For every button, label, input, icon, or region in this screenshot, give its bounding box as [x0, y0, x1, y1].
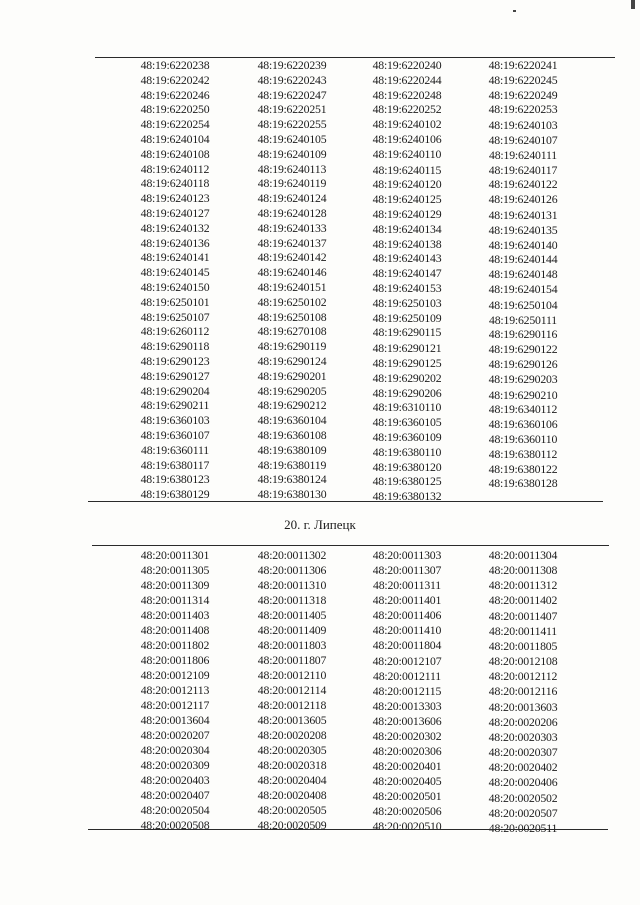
cadastral-number: 48:19:6240103	[488, 118, 558, 133]
table-row	[0, 698, 640, 713]
table-row	[0, 773, 640, 788]
cadastral-number: 48:20:0020208	[257, 728, 327, 742]
table-row	[0, 324, 640, 342]
cadastral-number: 48:19:6250103	[372, 295, 442, 310]
cadastral-number: 48:19:6240115	[372, 162, 442, 177]
table-bottom-rule	[88, 501, 603, 502]
cadastral-number: 48:20:0020403	[140, 773, 210, 787]
cadastral-number: 48:19:6240112	[140, 161, 210, 176]
cadastral-number: 48:19:6240140	[488, 237, 558, 252]
cadastral-number: 48:19:6240120	[372, 177, 442, 192]
cadastral-number: 48:20:0011314	[140, 593, 210, 607]
cadastral-number: 48:19:6250104	[488, 297, 558, 312]
cadastral-number: 48:19:6250108	[257, 309, 327, 324]
cadastral-number: 48:19:6290204	[140, 383, 210, 398]
cadastral-number: 48:19:6380120	[372, 459, 442, 474]
table-row	[0, 803, 640, 818]
cadastral-number: 48:19:6240143	[372, 251, 442, 266]
table-row	[0, 623, 640, 638]
table-row	[0, 638, 640, 653]
cadastral-number: 48:20:0020505	[257, 803, 327, 817]
cadastral-number: 48:20:0013605	[257, 713, 327, 727]
cadastral-number: 48:19:6220254	[140, 117, 210, 132]
cadastral-number: 48:20:0011803	[257, 638, 327, 652]
cadastral-number: 48:20:0011407	[488, 609, 558, 623]
cadastral-number: 48:20:0020302	[372, 729, 442, 743]
cadastral-number: 48:19:6380124	[257, 472, 327, 487]
cadastral-number: 48:20:0011304	[488, 548, 558, 562]
table-row	[0, 398, 640, 417]
cadastral-number: 48:19:6220253	[488, 102, 558, 117]
cadastral-number: 48:20:0011405	[257, 608, 327, 622]
cadastral-number: 48:20:0020509	[257, 818, 327, 832]
cadastral-number: 48:19:6240102	[372, 117, 442, 132]
cadastral-number: 48:19:6220250	[140, 102, 210, 117]
cadastral-number: 48:19:6360103	[140, 413, 210, 428]
cadastral-number: 48:20:0011309	[140, 578, 210, 592]
cadastral-number: 48:19:6360104	[257, 413, 327, 428]
cadastral-number: 48:19:6240154	[488, 282, 558, 296]
cadastral-number: 48:19:6240136	[140, 235, 210, 250]
cadastral-number: 48:20:0013303	[372, 699, 442, 713]
cadastral-number: 48:19:6240106	[372, 132, 442, 146]
cadastral-number: 48:19:6240142	[257, 250, 327, 265]
cadastral-number: 48:19:6380110	[372, 444, 442, 459]
table-row	[0, 713, 640, 728]
cadastral-number: 48:20:0011305	[140, 563, 210, 577]
cadastral-number: 48:19:6240113	[257, 161, 327, 176]
cadastral-number: 48:19:6290123	[140, 354, 210, 368]
cadastral-number: 48:19:6220248	[372, 87, 442, 102]
cadastral-number: 48:19:6240119	[257, 176, 327, 191]
cadastral-number: 48:20:0020508	[140, 818, 210, 832]
table-row	[0, 206, 640, 221]
cadastral-number: 48:19:6360106	[488, 417, 558, 432]
table-row	[0, 413, 640, 432]
cadastral-number: 48:19:6220242	[140, 72, 210, 87]
table-row	[0, 487, 640, 502]
cadastral-number: 48:20:0011318	[257, 593, 327, 607]
table-row	[0, 73, 640, 88]
cadastral-number: 48:19:6240104	[140, 132, 210, 146]
cadastral-number: 48:19:6290127	[140, 368, 210, 383]
cadastral-number: 48:19:6240127	[140, 206, 210, 220]
table-row	[0, 280, 640, 295]
cadastral-number: 48:19:6220241	[488, 58, 558, 72]
cadastral-number: 48:20:0013604	[140, 713, 210, 727]
cadastral-number: 48:19:6240144	[488, 252, 558, 267]
table-row	[0, 608, 640, 623]
cadastral-number: 48:19:6380132	[372, 489, 442, 504]
cadastral-number: 48:19:6240111	[489, 147, 557, 162]
cadastral-number: 48:19:6360111	[141, 442, 209, 457]
cadastral-number: 48:20:0020511	[488, 821, 558, 835]
cadastral-number: 48:20:0020309	[140, 758, 210, 772]
cadastral-number: 48:19:6380109	[257, 442, 327, 457]
cadastral-number: 48:20:0020502	[488, 791, 558, 805]
cadastral-number: 48:20:0020507	[488, 806, 558, 820]
cadastral-number: 48:19:6240132	[140, 220, 210, 235]
table-row	[0, 339, 640, 357]
cadastral-number: 48:19:6240145	[140, 265, 210, 280]
cadastral-number: 48:19:6240146	[257, 265, 327, 280]
cadastral-number: 48:19:6240105	[257, 132, 327, 146]
cadastral-number: 48:19:6240129	[372, 207, 442, 221]
cadastral-number: 48:20:0011306	[257, 563, 327, 577]
cadastral-number: 48:19:6240109	[257, 146, 327, 161]
cadastral-number: 48:20:0012114	[257, 683, 327, 697]
table-row	[0, 132, 640, 147]
cadastral-number: 48:20:0013606	[372, 714, 442, 728]
cadastral-number: 48:19:6250109	[372, 310, 442, 325]
cadastral-number: 48:19:6240150	[140, 280, 210, 294]
cadastral-number: 48:19:6290116	[488, 327, 558, 342]
table-row	[0, 472, 640, 491]
cadastral-number: 48:20:0020402	[488, 760, 558, 774]
table-row	[0, 354, 640, 369]
table-row	[0, 788, 640, 803]
cadastral-number: 48:19:6290211	[140, 398, 210, 413]
cadastral-number: 48:19:6220238	[140, 58, 210, 72]
cadastral-number: 48:19:6240110	[372, 146, 442, 161]
cadastral-number: 48:19:6240117	[488, 162, 558, 177]
table-bottom-rule	[88, 829, 608, 830]
table-row	[0, 653, 640, 668]
cadastral-number: 48:20:0011302	[257, 548, 327, 562]
table-row	[0, 548, 640, 563]
cadastral-number: 48:20:0012113	[140, 683, 210, 697]
cadastral-number: 48:19:6240138	[372, 236, 442, 251]
cadastral-number: 48:19:6220239	[257, 58, 327, 72]
cadastral-number: 48:20:0011402	[488, 593, 558, 607]
cadastral-number: 48:20:0020307	[488, 745, 558, 759]
cadastral-number: 48:19:6290118	[140, 339, 210, 354]
table-row	[0, 668, 640, 683]
cadastral-number: 48:19:6380117	[140, 457, 210, 472]
cadastral-number: 48:19:6240131	[488, 208, 558, 222]
table-row	[0, 191, 640, 206]
cadastral-number: 48:19:6290122	[488, 342, 558, 357]
cadastral-number: 48:19:6240108	[140, 146, 210, 161]
cadastral-number: 48:19:6260112	[140, 324, 210, 339]
cadastral-number: 48:19:6290201	[257, 368, 327, 383]
cadastral-number: 48:20:0020305	[257, 743, 327, 757]
cadastral-number: 48:19:6240135	[488, 222, 558, 237]
cadastral-number: 48:20:0020404	[257, 773, 327, 787]
cadastral-number: 48:19:6220244	[372, 72, 442, 87]
cadastral-number: 48:19:6270108	[257, 324, 327, 339]
cadastral-number: 48:20:0012108	[488, 654, 558, 668]
cadastral-number: 48:19:6220249	[488, 87, 558, 102]
cadastral-number: 48:19:6240126	[488, 192, 558, 207]
cadastral-number: 48:19:6220245	[488, 72, 558, 87]
cadastral-number: 48:19:6240107	[488, 133, 558, 147]
table-row	[0, 563, 640, 578]
cadastral-number: 48:20:0011311	[373, 578, 441, 592]
table-row	[0, 295, 640, 310]
cadastral-number: 48:20:0011312	[488, 578, 558, 592]
cadastral-number: 48:19:6360107	[140, 428, 210, 442]
cadastral-number: 48:19:6240151	[257, 280, 327, 294]
cadastral-number: 48:19:6240125	[372, 192, 442, 207]
table-row	[0, 743, 640, 758]
cadastral-number: 48:19:6250111	[489, 312, 557, 327]
table-row	[0, 236, 640, 251]
cadastral-number: 48:19:6240153	[372, 281, 442, 295]
table-row	[0, 117, 640, 132]
cadastral-number: 48:20:0011301	[140, 548, 210, 562]
cadastral-number: 48:19:6240147	[372, 266, 442, 281]
cadastral-number: 48:19:6380123	[140, 472, 210, 487]
cadastral-number: 48:20:0012112	[488, 669, 558, 683]
cadastral-number: 48:20:0011807	[257, 653, 327, 667]
cadastral-number: 48:19:6240148	[488, 267, 558, 282]
table-row	[0, 457, 640, 476]
cadastral-number: 48:19:6240118	[140, 176, 210, 191]
cadastral-number: 48:19:6290202	[372, 370, 442, 385]
cadastral-number: 48:20:0020504	[140, 803, 210, 817]
cadastral-number: 48:20:0011303	[372, 548, 442, 562]
cadastral-number: 48:19:6220246	[140, 87, 210, 102]
cadastral-number: 48:20:0011408	[140, 623, 210, 637]
cadastral-number: 48:19:6310110	[372, 400, 442, 415]
cadastral-number: 48:19:6240122	[488, 177, 558, 192]
table-row	[0, 102, 640, 117]
cadastral-number: 48:19:6380122	[488, 461, 558, 476]
cadastral-number: 48:19:6380128	[488, 476, 558, 491]
cadastral-number: 48:19:6290125	[372, 356, 442, 370]
cadastral-number: 48:20:0011410	[372, 623, 442, 637]
cadastral-number: 48:20:0011802	[140, 638, 210, 652]
cadastral-number: 48:20:0020506	[372, 804, 442, 818]
cadastral-number: 48:20:0011409	[257, 623, 327, 637]
table-row	[0, 265, 640, 280]
table-row	[0, 578, 640, 593]
cadastral-number: 48:19:6290124	[257, 354, 327, 368]
cadastral-number: 48:20:0020405	[372, 774, 442, 788]
cadastral-number: 48:19:6220240	[372, 58, 442, 72]
cadastral-number: 48:20:0011401	[372, 593, 442, 607]
cadastral-number: 48:19:6250101	[140, 294, 210, 309]
cadastral-number: 48:20:0020401	[372, 759, 442, 773]
cadastral-number: 48:20:0020501	[372, 789, 442, 803]
cadastral-number: 48:19:6360110	[488, 432, 558, 446]
cadastral-number: 48:19:6380125	[372, 474, 442, 489]
cadastral-number: 48:20:0020303	[488, 730, 558, 744]
cadastral-number: 48:20:0020304	[140, 743, 210, 757]
cadastral-number: 48:20:0013603	[488, 700, 558, 714]
table-row	[0, 818, 640, 833]
cadastral-number: 48:19:6240141	[140, 250, 210, 265]
cadastral-number: 48:20:0011403	[140, 608, 210, 622]
cadastral-number: 48:19:6360108	[257, 428, 327, 442]
cadastral-number: 48:20:0011804	[372, 638, 442, 652]
table-row	[0, 88, 640, 103]
table-row	[0, 250, 640, 265]
cadastral-number: 48:19:6220255	[257, 117, 327, 132]
cadastral-number: 48:19:6290126	[488, 357, 558, 371]
cadastral-number: 48:20:0011308	[488, 563, 558, 577]
cadastral-number: 48:19:6290205	[257, 383, 327, 398]
cadastral-number: 48:20:0011806	[140, 653, 210, 667]
table-row	[0, 758, 640, 773]
cadastral-number: 48:20:0012110	[257, 668, 327, 682]
cadastral-number: 48:19:6240134	[372, 221, 442, 236]
table-row	[0, 683, 640, 698]
cadastral-number: 48:19:6250102	[257, 294, 327, 309]
cadastral-number: 48:19:6220243	[257, 72, 327, 87]
cadastral-number: 48:19:6290212	[257, 398, 327, 413]
cadastral-number: 48:20:0012116	[488, 684, 558, 698]
table-row	[0, 58, 640, 73]
table-row	[0, 369, 640, 384]
cadastral-number: 48:19:6360109	[372, 430, 442, 444]
cadastral-number: 48:19:6240137	[257, 235, 327, 250]
cadastral-number: 48:20:0020318	[257, 758, 327, 772]
cadastral-number: 48:20:0020406	[488, 775, 558, 789]
cadastral-number: 48:20:0011411	[489, 624, 557, 638]
cadastral-number: 48:20:0012109	[140, 668, 210, 682]
table-row	[0, 162, 640, 177]
cadastral-number: 48:19:6290115	[372, 325, 442, 340]
cadastral-number: 48:19:6240124	[257, 191, 327, 206]
table-row	[0, 176, 640, 191]
cadastral-number: 48:20:0020407	[140, 788, 210, 802]
cadastral-number: 48:19:6380130	[257, 487, 327, 502]
cadastral-number: 48:19:6220252	[372, 102, 442, 117]
cadastral-number: 48:20:0011310	[257, 578, 327, 592]
cadastral-number: 48:20:0011805	[488, 639, 558, 653]
table-row	[0, 221, 640, 236]
cadastral-number: 48:20:0012118	[257, 698, 327, 712]
table-top-rule	[92, 545, 609, 546]
scan-mark	[631, 0, 635, 9]
cadastral-number: 48:19:6250107	[140, 309, 210, 324]
cadastral-number: 48:20:0011406	[372, 608, 442, 622]
cadastral-number: 48:19:6220247	[257, 87, 327, 102]
cadastral-number: 48:19:6220251	[257, 102, 327, 117]
cadastral-number: 48:19:6380129	[140, 487, 210, 502]
cadastral-number: 48:20:0012107	[372, 654, 442, 668]
table-row	[0, 383, 640, 402]
cadastral-number: 48:19:6360105	[372, 415, 442, 430]
cadastral-number: 48:19:6240133	[257, 220, 327, 235]
cadastral-number: 48:20:0020306	[372, 744, 442, 758]
section-heading-lipetsk: 20. г. Липецк	[284, 517, 356, 532]
cadastral-number: 48:20:0020510	[372, 819, 442, 833]
cadastral-number: 48:20:0020206	[488, 715, 558, 729]
cadastral-number: 48:19:6380119	[257, 457, 327, 472]
cadastral-number: 48:20:0012117	[140, 698, 210, 712]
cadastral-number: 48:19:6380112	[488, 446, 558, 461]
cadastral-number: 48:20:0012115	[372, 684, 442, 698]
cadastral-number: 48:19:6290206	[372, 385, 442, 400]
cadastral-number: 48:20:0020408	[257, 788, 327, 802]
cadastral-number: 48:19:6290210	[488, 387, 558, 402]
cadastral-number: 48:20:0011307	[372, 563, 442, 577]
table-row	[0, 728, 640, 743]
table-row	[0, 442, 640, 461]
table-row	[0, 310, 640, 325]
table-row	[0, 428, 640, 446]
cadastral-number: 48:19:6240123	[140, 191, 210, 206]
table-row	[0, 593, 640, 608]
cadastral-number: 48:19:6240128	[257, 206, 327, 220]
table-row	[0, 147, 640, 162]
scan-mark	[513, 10, 516, 12]
cadastral-number: 48:20:0012111	[373, 669, 441, 683]
cadastral-number: 48:19:6290121	[372, 341, 442, 356]
cadastral-number: 48:19:6340112	[488, 402, 558, 417]
cadastral-number: 48:19:6290203	[488, 371, 558, 386]
cadastral-number: 48:19:6290119	[257, 339, 327, 354]
cadastral-number: 48:20:0020207	[140, 728, 210, 742]
